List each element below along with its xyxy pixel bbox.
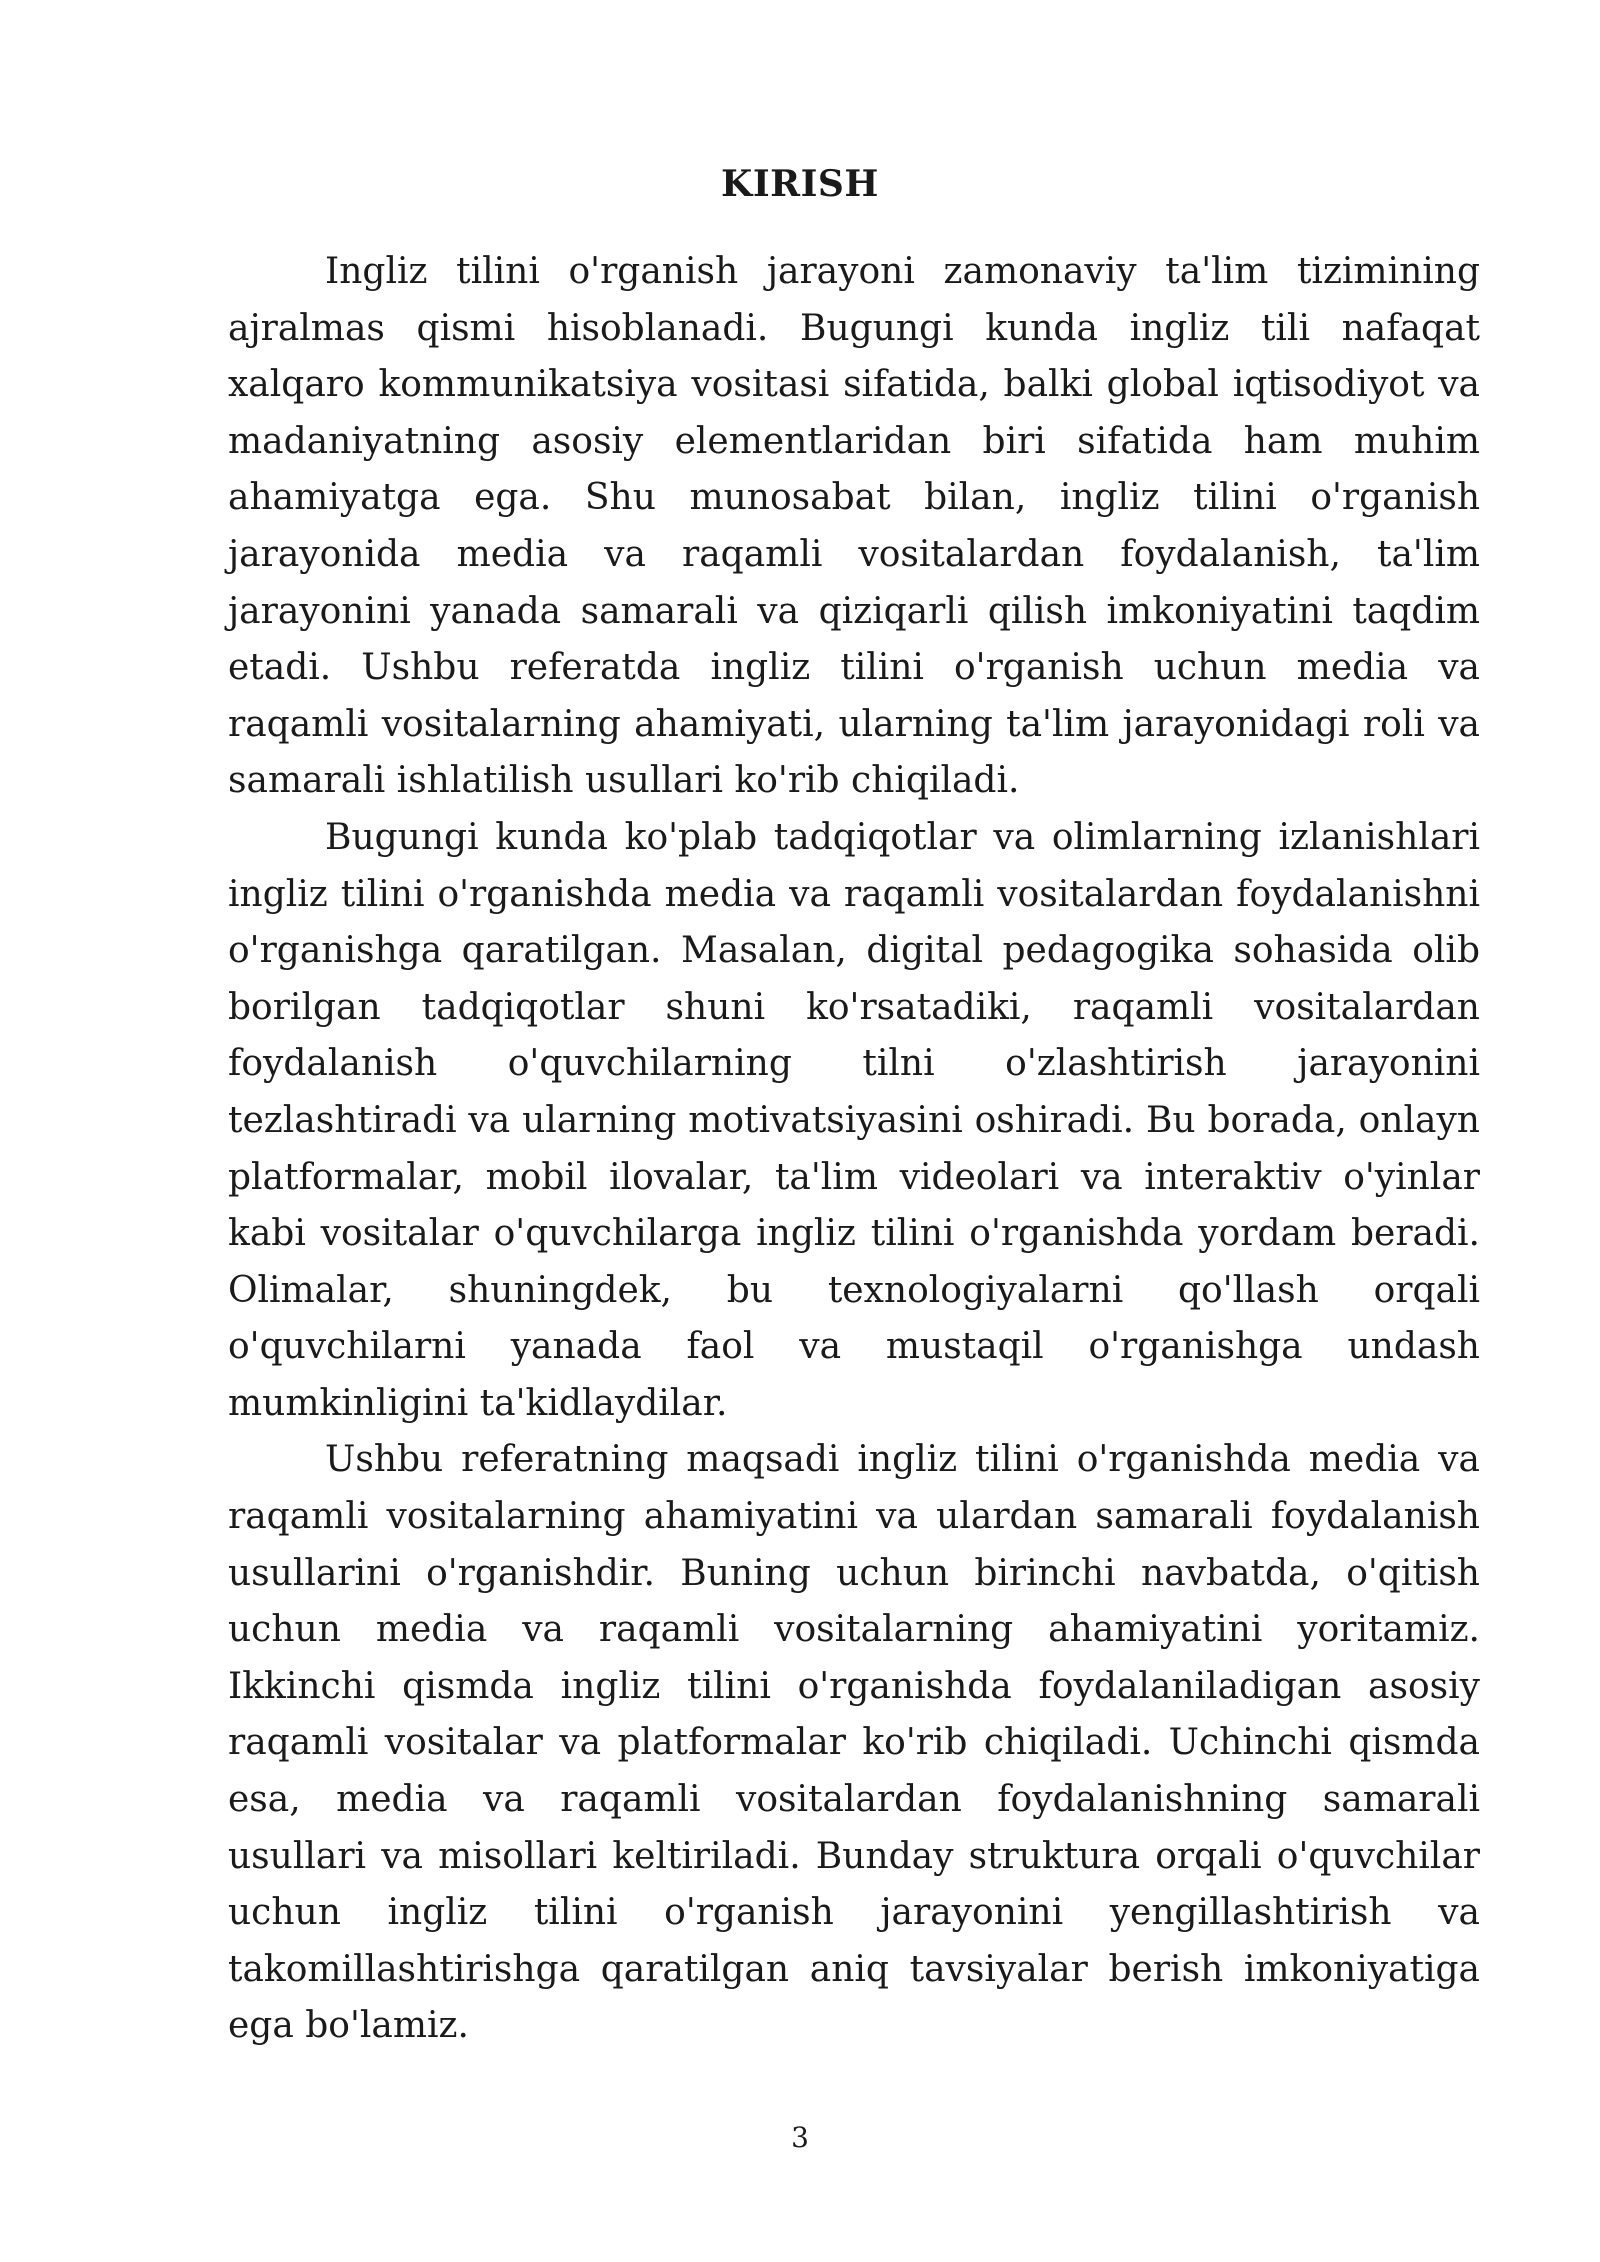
body-text [228,244,1480,2055]
paragraph-1: Ingliz tilini o'rganish jarayoni zamonaviy ta'lim tizimining ajralmas qismi hisoblanadi. Bugungi kunda ingliz tili nafaqat xalqaro kommunikatsiya vositasi sifatida, balki global iqtisodiyot va madaniyatning asosiy elementlaridan biri sifatida ham muhim ahamiyatga ega. Shu munosabat bilan, ingliz tilini o'rganish jarayonida media va raqamli vositalardan foydalanish, ta'lim jarayonini yanada samarali va qiziqarli qilish imkoniyatini taqdim etadi. Ushbu referatda ingliz tilini o'rganish uchun media va raqamli vositalarning ahamiyati, ularning ta'lim jarayonidagi roli va samarali ishlatilish usullari ko'rib chiqiladi. [228,251,1480,802]
paragraph-2: Bugungi kunda ko'plab tadqiqotlar va olimlarning izlanishlari ingliz tilini o'rganishda media va raqamli vositalardan foydalanishni o'rganishga qaratilgan. Masalan, digital pedagogika sohasida olib borilgan tadqiqotlar shuni ko'rsatadiki, raqamli vositalardan foydalanish o'quvchilarning tilni o'zlashtirish jarayonini tezlashtiradi va ularning motivatsiyasini oshiradi. Bu borada, onlayn platformalar, mobil ilovalar, ta'lim videolari va interaktiv o'yinlar kabi vositalar o'quvchilarga ingliz tilini o'rganishda yordam beradi. Olimalar, shuningdek, bu texnologiyalarni qo'llash orqali o'quvchilarni yanada faol va mustaqil o'rganishga undash mumkinligini ta'kidlaydilar. [228,816,1480,1424]
page-title: KIRISH [721,163,879,205]
paragraph-3: Ushbu referatning maqsadi ingliz tilini o'rganishda media va raqamli vositalarning ahamiyatini va ulardan samarali foydalanish usullarini o'rganishdir. Buning uchun birinchi navbatda, o'qitish uchun media va raqamli vositalarning ahamiyatini yoritamiz. Ikkinchi qismda ingliz tilini o'rganishda foydalaniladigan asosiy raqamli vositalar va platformalar ko'rib chiqiladi. Uchinchi qismda esa, media va raqamli vositalardan foydalanishning samarali usullari va misollari keltiriladi. Bunday struktura orqali o'quvchilar uchun ingliz tilini o'rganish jarayonini yengillashtirish va takomillashtirishga qaratilgan aniq tavsiyalar berish imkoniyatiga ega bo'lamiz. [228,1439,1480,2047]
page-number: 3 [791,2121,809,2154]
